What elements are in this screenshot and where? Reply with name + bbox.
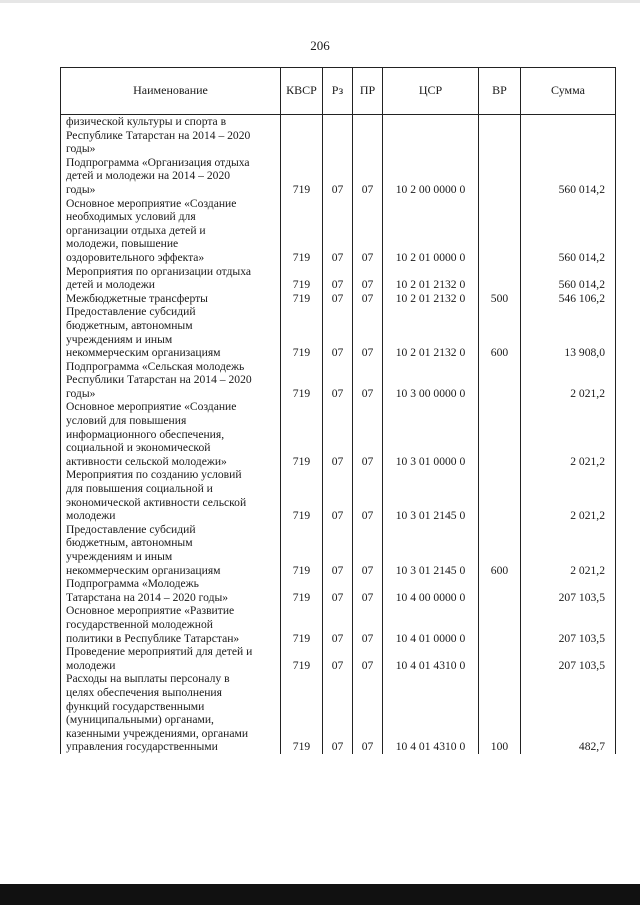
row-pr: 07 <box>353 197 383 265</box>
row-name-line: годы» <box>66 142 96 156</box>
row-sum: 482,7 <box>521 672 616 754</box>
row-name <box>61 265 281 292</box>
row-csr: 10 4 00 0000 0 <box>383 577 479 604</box>
row-vr <box>479 156 521 197</box>
row-name-line: молодежи <box>66 509 116 523</box>
row-name-line: детей и молодежи на 2014 – 2020 <box>66 169 231 183</box>
table-row <box>61 115 616 156</box>
row-name <box>61 197 281 265</box>
row-csr: 10 2 01 2132 0 <box>383 292 479 306</box>
row-name-line: (муниципальными) органами, <box>66 713 214 727</box>
row-kvsr: 719 <box>281 305 323 359</box>
row-name-line: Республики Татарстан на 2014 – 2020 <box>66 373 252 387</box>
row-name-line: годы» <box>66 386 96 400</box>
row-vr <box>479 604 521 645</box>
row-pr: 07 <box>353 156 383 197</box>
row-pr <box>353 115 383 156</box>
row-csr: 10 2 00 0000 0 <box>383 156 479 197</box>
table-row <box>61 400 616 468</box>
row-sum: 207 103,5 <box>521 577 616 604</box>
row-csr: 10 4 01 4310 0 <box>383 672 479 754</box>
row-rz: 07 <box>323 265 353 292</box>
row-kvsr: 719 <box>281 265 323 292</box>
row-name-line: Мероприятия по организации отдыха <box>66 264 252 278</box>
row-name-line: активности сельской молодежи» <box>66 454 227 468</box>
row-name-line: Проведение мероприятий для детей и <box>66 645 253 659</box>
page-number: 206 <box>310 38 330 53</box>
row-sum <box>521 115 616 156</box>
row-rz: 07 <box>323 156 353 197</box>
row-vr <box>479 468 521 522</box>
row-pr: 07 <box>353 577 383 604</box>
row-pr: 07 <box>353 292 383 306</box>
row-rz: 07 <box>323 400 353 468</box>
row-csr <box>383 115 479 156</box>
table-header-row <box>61 68 616 115</box>
row-rz: 07 <box>323 292 353 306</box>
row-rz <box>323 115 353 156</box>
row-vr: 600 <box>479 305 521 359</box>
table-row <box>61 292 616 306</box>
row-name-line: Татарстана на 2014 – 2020 годы» <box>66 590 229 604</box>
row-sum: 207 103,5 <box>521 604 616 645</box>
table-row <box>61 468 616 522</box>
row-vr <box>479 360 521 401</box>
row-name-line: Расходы на выплаты персоналу в <box>66 672 230 686</box>
row-name <box>61 115 281 156</box>
header-vr: ВР <box>479 68 521 115</box>
row-csr: 10 2 01 0000 0 <box>383 197 479 265</box>
row-name-line: бюджетным, автономным <box>66 318 193 332</box>
row-pr: 07 <box>353 265 383 292</box>
row-name-line: социальной и экономической <box>66 441 211 455</box>
row-name-line: детей и молодежи <box>66 278 155 292</box>
row-name <box>61 360 281 401</box>
row-kvsr: 719 <box>281 523 323 577</box>
budget-table <box>60 67 616 754</box>
table-row <box>61 197 616 265</box>
row-sum: 546 106,2 <box>521 292 616 306</box>
row-name <box>61 604 281 645</box>
row-rz: 07 <box>323 672 353 754</box>
row-name-line: государственной молодежной <box>66 617 214 631</box>
row-name-line: Подпрограмма «Организация отдыха <box>66 155 250 169</box>
row-name-line: Основное мероприятие «Развитие <box>66 604 235 618</box>
row-name-line: Межбюджетные трансферты <box>66 291 208 305</box>
row-vr: 600 <box>479 523 521 577</box>
row-name <box>61 400 281 468</box>
row-rz: 07 <box>323 645 353 672</box>
row-name-line: оздоровительного эффекта» <box>66 250 205 264</box>
row-kvsr: 719 <box>281 197 323 265</box>
row-pr: 07 <box>353 604 383 645</box>
row-name-line: информационного обеспечения, <box>66 427 225 441</box>
row-vr <box>479 400 521 468</box>
row-name-line: Основное мероприятие «Создание <box>66 196 237 210</box>
header-pr: ПР <box>353 68 383 115</box>
row-kvsr: 719 <box>281 672 323 754</box>
row-vr <box>479 115 521 156</box>
header-sum: Сумма <box>521 68 616 115</box>
row-name-line: Подпрограмма «Сельская молодежь <box>66 359 245 373</box>
row-pr: 07 <box>353 672 383 754</box>
table-row <box>61 156 616 197</box>
row-rz: 07 <box>323 577 353 604</box>
row-csr: 10 4 01 0000 0 <box>383 604 479 645</box>
row-name-line: управления государственными <box>66 740 218 754</box>
row-sum: 13 908,0 <box>521 305 616 359</box>
row-sum: 2 021,2 <box>521 523 616 577</box>
row-name-line: функций государственными <box>66 699 205 713</box>
table-row <box>61 523 616 577</box>
table-row <box>61 305 616 359</box>
row-name <box>61 645 281 672</box>
row-name-line: для повышения социальной и <box>66 482 213 496</box>
row-name-line: молодежи <box>66 658 116 672</box>
row-kvsr: 719 <box>281 468 323 522</box>
header-rz: Рз <box>323 68 353 115</box>
row-name-line: условий для повышения <box>66 414 187 428</box>
row-name <box>61 672 281 754</box>
scan-top-edge <box>0 0 640 3</box>
row-name <box>61 292 281 306</box>
row-kvsr: 719 <box>281 292 323 306</box>
row-name-line: молодежи, повышение <box>66 237 179 251</box>
row-rz: 07 <box>323 305 353 359</box>
header-name: Наименование <box>61 68 281 115</box>
row-name <box>61 156 281 197</box>
row-rz: 07 <box>323 360 353 401</box>
row-name-line: целях обеспечения выполнения <box>66 685 222 699</box>
row-name-line: бюджетным, автономным <box>66 536 193 550</box>
row-vr: 100 <box>479 672 521 754</box>
row-name <box>61 468 281 522</box>
row-name-line: некоммерческим организациям <box>66 346 221 360</box>
header-csr: ЦСР <box>383 68 479 115</box>
row-sum: 560 014,2 <box>521 197 616 265</box>
row-sum: 560 014,2 <box>521 156 616 197</box>
row-sum: 2 021,2 <box>521 400 616 468</box>
row-name-line: Подпрограмма «Молодежь <box>66 577 199 591</box>
row-pr: 07 <box>353 645 383 672</box>
row-name <box>61 523 281 577</box>
row-sum: 2 021,2 <box>521 468 616 522</box>
table-row <box>61 604 616 645</box>
row-pr: 07 <box>353 468 383 522</box>
row-name-line: физической культуры и спорта в <box>66 115 227 128</box>
row-kvsr: 719 <box>281 604 323 645</box>
row-name-line: казенными учреждениями, органами <box>66 726 249 740</box>
row-name-line: экономической активности сельской <box>66 495 247 509</box>
row-csr: 10 3 01 2145 0 <box>383 523 479 577</box>
row-sum: 207 103,5 <box>521 645 616 672</box>
row-csr: 10 4 01 4310 0 <box>383 645 479 672</box>
row-csr: 10 3 01 0000 0 <box>383 400 479 468</box>
row-sum: 560 014,2 <box>521 265 616 292</box>
row-sum: 2 021,2 <box>521 360 616 401</box>
row-rz: 07 <box>323 523 353 577</box>
row-kvsr <box>281 115 323 156</box>
row-rz: 07 <box>323 197 353 265</box>
row-name-line: Республике Татарстан на 2014 – 2020 <box>66 128 251 142</box>
row-pr: 07 <box>353 305 383 359</box>
row-name-line: политики в Республике Татарстан» <box>66 631 240 645</box>
table-row <box>61 645 616 672</box>
row-kvsr: 719 <box>281 645 323 672</box>
scan-bottom-edge <box>0 884 640 905</box>
row-name-line: организации отдыха детей и <box>66 223 206 237</box>
row-name-line: Мероприятия по созданию условий <box>66 468 242 482</box>
row-kvsr: 719 <box>281 577 323 604</box>
row-name <box>61 577 281 604</box>
row-name-line: Предоставление субсидий <box>66 522 196 536</box>
row-csr: 10 3 01 2145 0 <box>383 468 479 522</box>
header-kvsr: КВСР <box>281 68 323 115</box>
row-vr <box>479 197 521 265</box>
table-row <box>61 265 616 292</box>
row-name-line: учреждениям и иным <box>66 550 173 563</box>
row-name-line: учреждениям и иным <box>66 332 173 346</box>
row-pr: 07 <box>353 360 383 401</box>
row-kvsr: 719 <box>281 360 323 401</box>
row-name-line: Предоставление субсидий <box>66 305 196 319</box>
row-rz: 07 <box>323 468 353 522</box>
row-kvsr: 719 <box>281 400 323 468</box>
row-csr: 10 2 01 2132 0 <box>383 265 479 292</box>
row-pr: 07 <box>353 400 383 468</box>
table-row <box>61 577 616 604</box>
row-name-line: годы» <box>66 182 96 196</box>
row-vr <box>479 265 521 292</box>
row-pr: 07 <box>353 523 383 577</box>
table-body <box>61 115 616 754</box>
row-name <box>61 305 281 359</box>
row-vr: 500 <box>479 292 521 306</box>
row-name-line: некоммерческим организациям <box>66 563 221 577</box>
row-name-line: Основное мероприятие «Создание <box>66 400 237 414</box>
row-rz: 07 <box>323 604 353 645</box>
table-row <box>61 360 616 401</box>
row-vr <box>479 645 521 672</box>
row-kvsr: 719 <box>281 156 323 197</box>
row-name-line: необходимых условий для <box>66 210 196 224</box>
table-row <box>61 672 616 754</box>
row-vr <box>479 577 521 604</box>
row-csr: 10 3 00 0000 0 <box>383 360 479 401</box>
row-csr: 10 2 01 2132 0 <box>383 305 479 359</box>
